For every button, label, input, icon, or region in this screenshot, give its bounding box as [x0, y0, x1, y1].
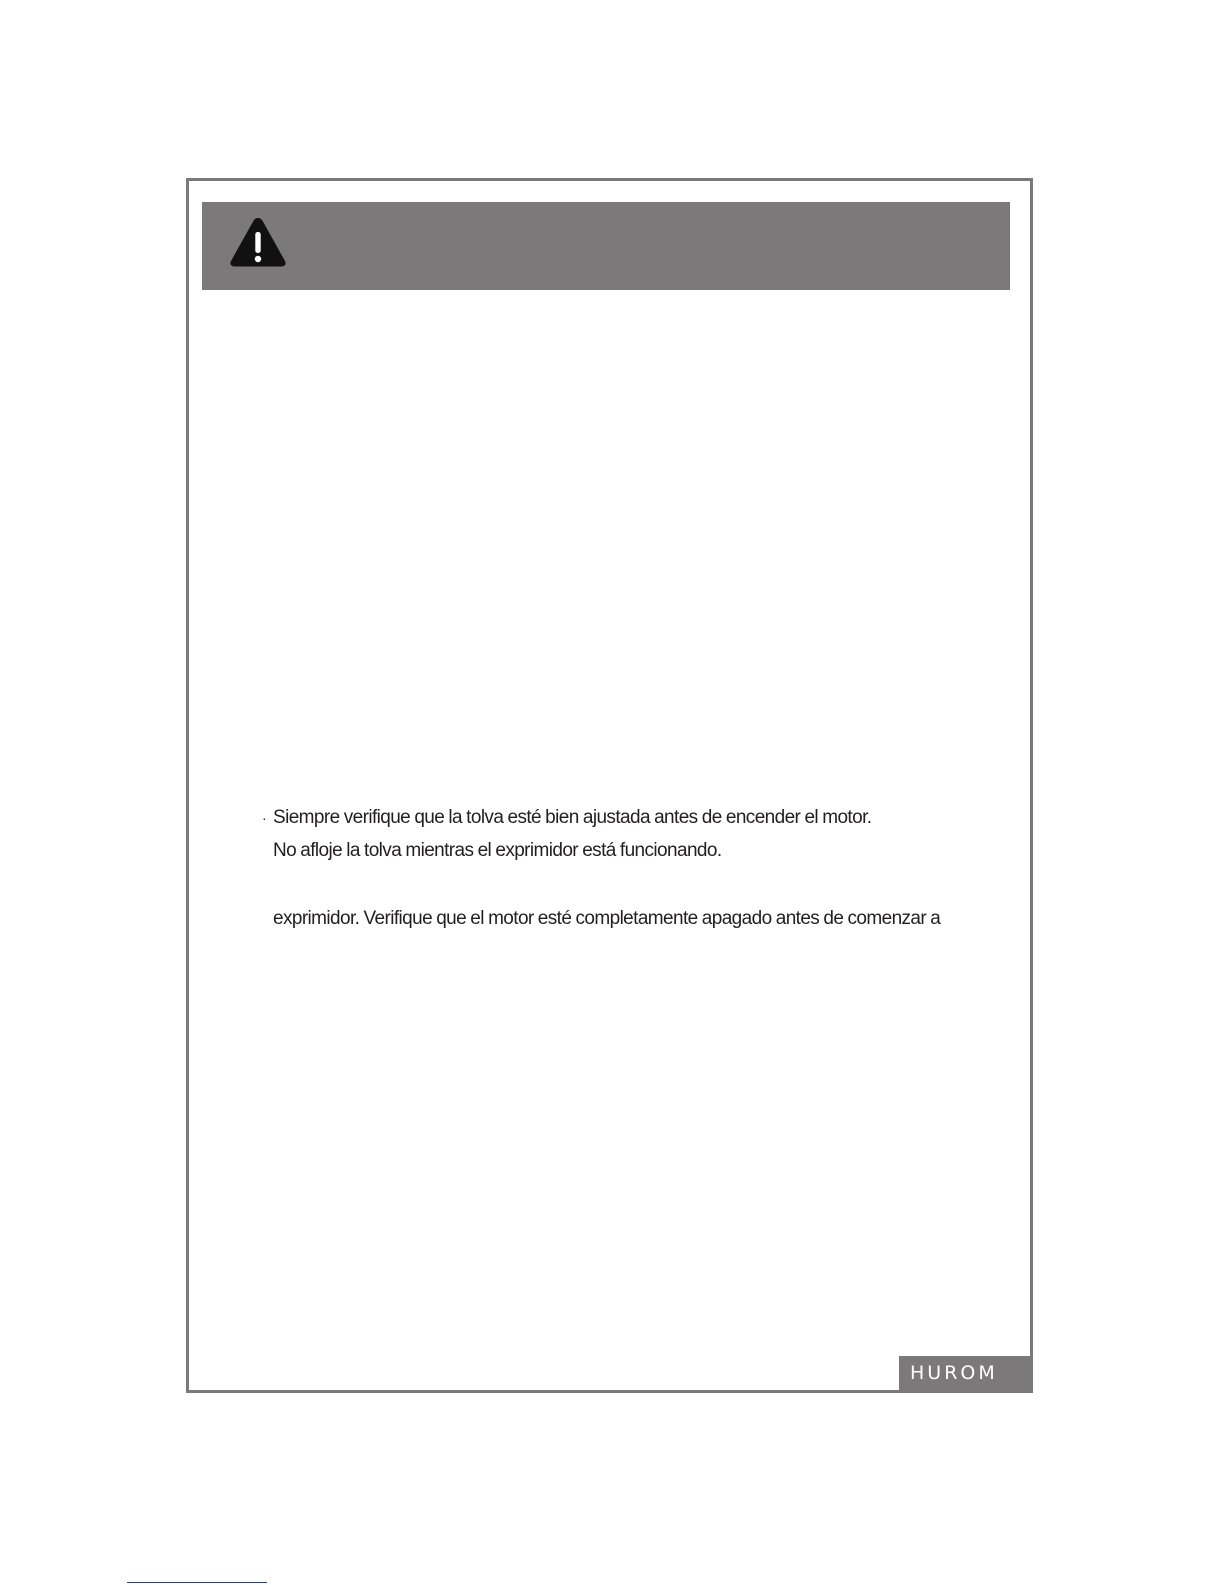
brand-logo-text: HUROM — [910, 1362, 998, 1384]
instruction-text: exprimidor. Verifique que el motor esté completamente apagado antes de comenzar a — [273, 908, 941, 929]
brand-logo — [899, 1356, 1030, 1390]
instruction-line-1 — [262, 806, 871, 830]
instruction-line-3 — [273, 907, 940, 931]
warning-banner — [202, 202, 1010, 290]
page-frame — [186, 178, 1033, 1393]
bullet: · — [262, 810, 267, 826]
warning-triangle-icon — [228, 215, 288, 269]
instruction-text: No afloje la tolva mientras el exprimidor está funcionando. — [273, 840, 722, 861]
instruction-text: Siempre verifique que la tolva esté bien ajustada antes de encender el motor. — [273, 807, 872, 828]
instruction-line-2 — [273, 839, 722, 863]
link-underline — [127, 1582, 267, 1583]
